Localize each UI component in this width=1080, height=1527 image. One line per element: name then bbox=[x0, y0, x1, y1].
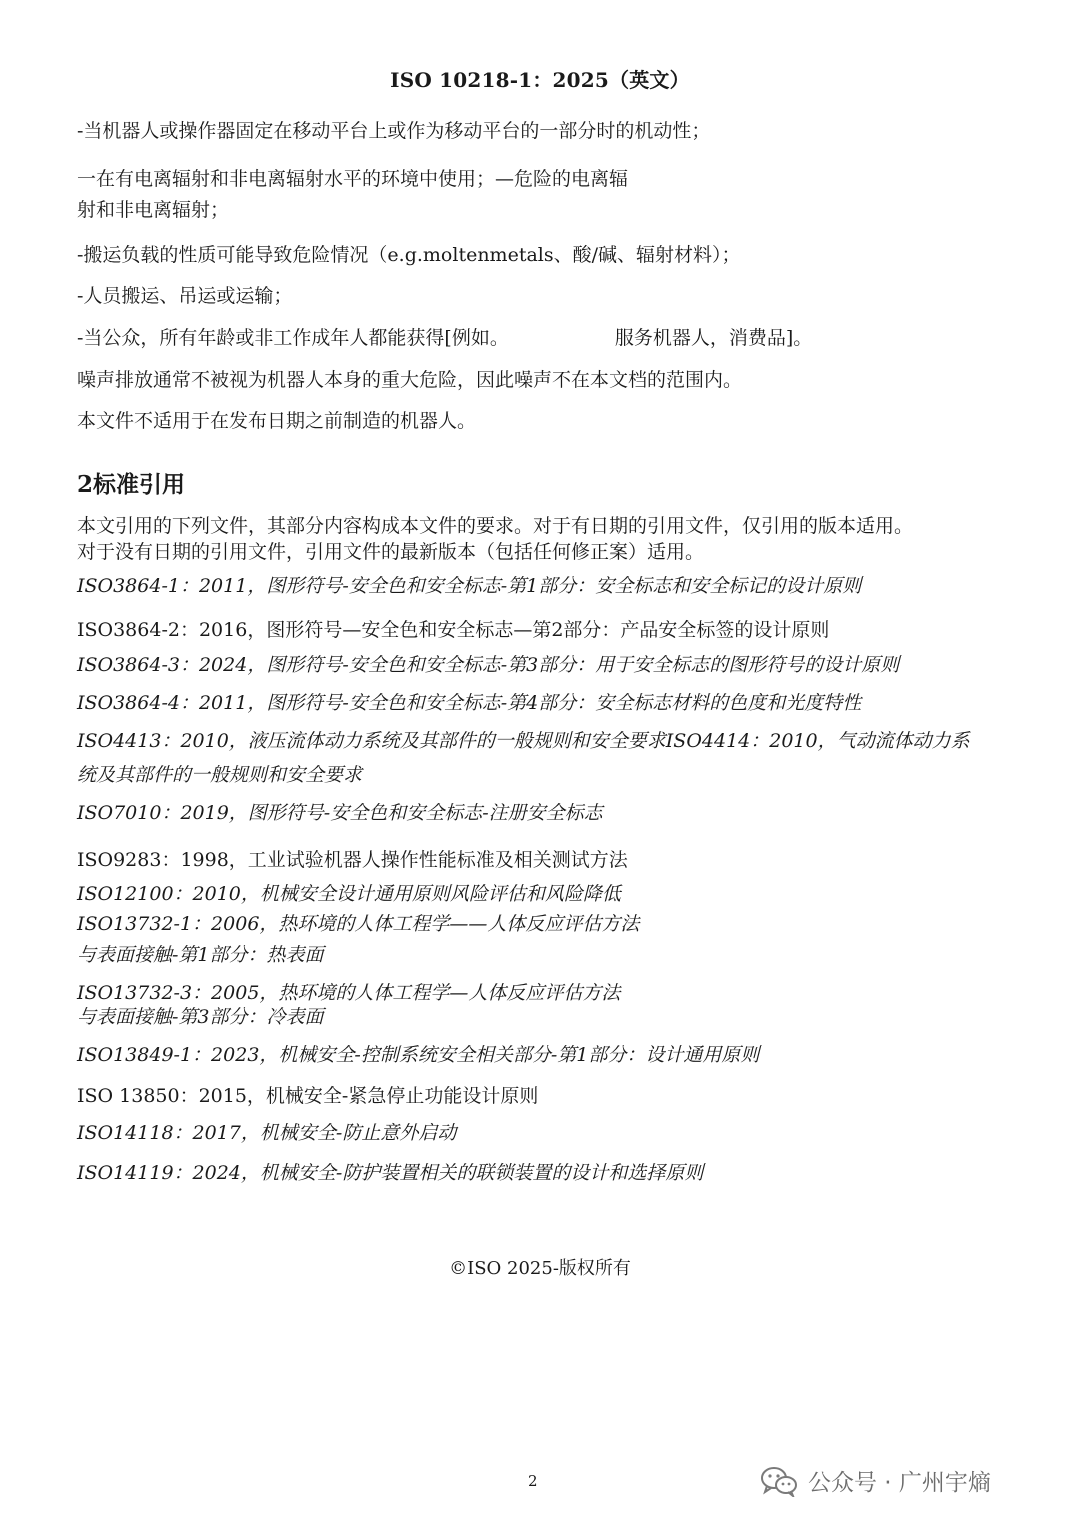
copyright-notice: ©ISO 2025-版权所有 bbox=[449, 1258, 631, 1279]
scope-note-date: 本文件不适用于在发布日期之前制造的机器人。 bbox=[77, 410, 477, 432]
watermark bbox=[760, 1464, 991, 1497]
scope-item-mobility: -当机器人或操作器固定在移动平台上或作为移动平台的一部分时的机动性； bbox=[77, 120, 711, 142]
scope-item-public bbox=[77, 324, 812, 352]
reference-iso4414-cont: 统及其部件的一般规则和安全要求 bbox=[77, 764, 363, 786]
section-heading: 2标准引用 bbox=[77, 471, 186, 498]
reference-iso3864-2: ISO3864-2：2016，图形符号—安全色和安全标志—第2部分：产品安全标签的设计原则 bbox=[77, 619, 830, 641]
page-number: 2 bbox=[528, 1472, 538, 1490]
reference-iso13732-3-cont: 与表面接触-第3部分：冷表面 bbox=[77, 1006, 324, 1028]
wechat-icon bbox=[760, 1465, 798, 1497]
reference-iso4413-4414: ISO4413：2010，液压流体动力系统及其部件的一般规则和安全要求ISO4414：2010，气动流体动力系 bbox=[77, 730, 970, 752]
reference-iso13849-1: ISO13849-1：2023，机械安全-控制系统安全相关部分-第1部分：设计通用原则 bbox=[77, 1044, 760, 1066]
scope-item-payload: -搬运负载的性质可能导致危险情况（e.g.moltenmetals、酸/碱、辐射材料）； bbox=[77, 244, 741, 266]
reference-iso13732-1: ISO13732-1：2006，热环境的人体工程学——人体反应评估方法 bbox=[77, 913, 640, 935]
scope-item-personnel: -人员搬运、吊运或运输； bbox=[77, 285, 293, 307]
section-intro-line2: 对于没有日期的引用文件，引用文件的最新版本（包括任何修正案）适用。 bbox=[77, 541, 705, 563]
reference-iso14119: ISO14119：2024，机械安全-防护装置相关的联锁装置的设计和选择原则 bbox=[77, 1162, 704, 1184]
reference-iso7010: ISO7010：2019，图形符号-安全色和安全标志-注册安全标志 bbox=[77, 802, 603, 824]
reference-iso13732-1-cont: 与表面接触-第1部分：热表面 bbox=[77, 944, 324, 966]
section-intro-line1: 本文引用的下列文件，其部分内容构成本文件的要求。对于有日期的引用文件，仅引用的版本适用。 bbox=[77, 515, 914, 537]
scope-item-radiation: 一在有电离辐射和非电离辐射水平的环境中使用；—危险的电离辐 bbox=[77, 168, 629, 190]
scope-note-noise: 噪声排放通常不被视为机器人本身的重大危险，因此噪声不在本文档的范围内。 bbox=[77, 369, 743, 391]
reference-iso9283: ISO9283：1998，工业试验机器人操作性能标准及相关测试方法 bbox=[77, 849, 628, 871]
watermark-text: 公众号 · 广州宇熵 bbox=[808, 1470, 991, 1496]
reference-iso13732-3: ISO13732-3：2005，热环境的人体工程学—人体反应评估方法 bbox=[77, 982, 621, 1004]
reference-iso3864-1: ISO3864-1：2011，图形符号-安全色和安全标志-第1部分：安全标志和安全标记的设计原则 bbox=[77, 575, 862, 597]
reference-iso3864-3: ISO3864-3：2024，图形符号-安全色和安全标志-第3部分：用于安全标志的图形符号的设计原则 bbox=[77, 654, 900, 676]
scope-item-radiation-cont: 射和非电离辐射； bbox=[77, 199, 230, 221]
reference-iso14118: ISO14118：2017，机械安全-防止意外启动 bbox=[77, 1122, 457, 1144]
reference-iso12100: ISO12100：2010，机械安全设计通用原则风险评估和风险降低 bbox=[77, 883, 621, 905]
reference-iso3864-4: ISO3864-4：2011，图形符号-安全色和安全标志-第4部分：安全标志材料的色度和光度特性 bbox=[77, 692, 862, 714]
scope-item-public-part1: -当公众，所有年龄或非工作成年人都能获得[例如。 bbox=[77, 327, 509, 349]
scope-item-public-part2: 服务机器人，消费品]。 bbox=[614, 327, 813, 349]
reference-iso13850: ISO 13850：2015，机械安全-紧急停止功能设计原则 bbox=[77, 1085, 539, 1107]
page-header-title: ISO 10218-1：2025（英文） bbox=[390, 68, 690, 92]
